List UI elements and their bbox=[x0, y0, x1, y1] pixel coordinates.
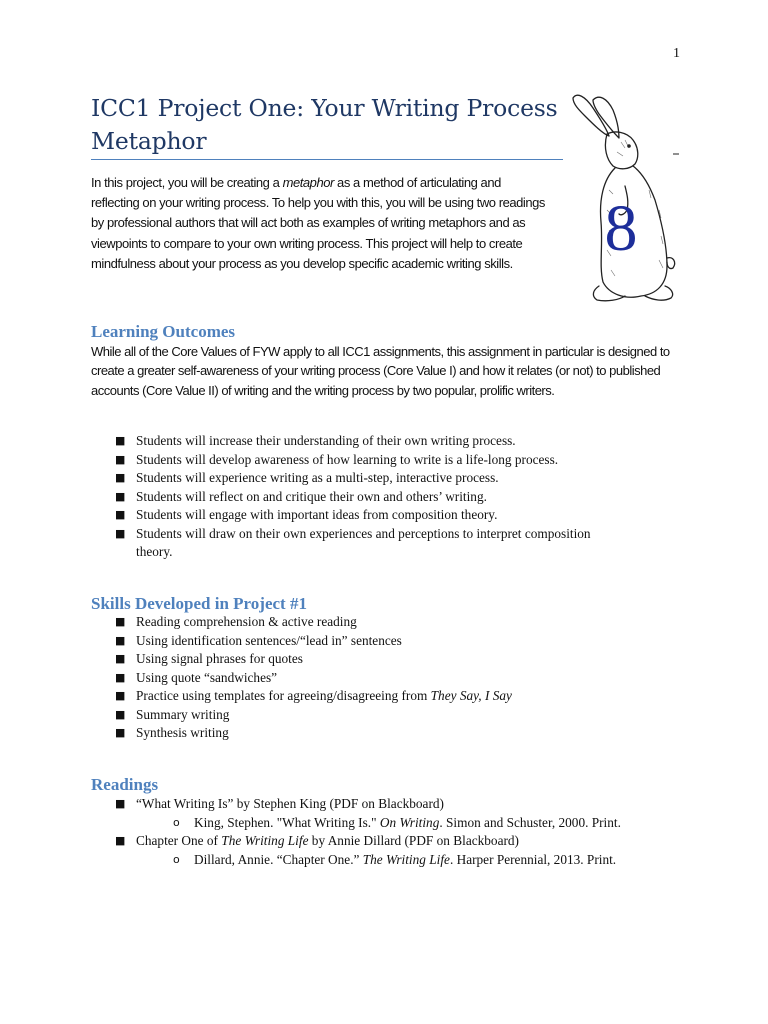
citation-list bbox=[136, 814, 715, 833]
skill-text: Using signal phrases for quotes bbox=[136, 651, 303, 666]
bullet-icon: ■ bbox=[115, 508, 126, 521]
outcome-text: Students will experience writing as a multi-step, interactive process. bbox=[136, 470, 499, 485]
bullet-icon: ■ bbox=[115, 452, 126, 466]
skill-text: Reading comprehension & active reading bbox=[136, 614, 357, 629]
list-item bbox=[115, 506, 615, 525]
citation-item bbox=[173, 851, 715, 870]
list-item bbox=[115, 488, 615, 507]
outcome-text: Students will develop awareness of how learning to write is a life-long process. bbox=[136, 451, 559, 467]
skill-text: Summary writing bbox=[136, 706, 230, 722]
citation-list bbox=[136, 851, 715, 870]
rabbit-ear-left bbox=[573, 95, 609, 136]
list-item bbox=[115, 432, 615, 451]
citation-book: On Writing bbox=[379, 814, 440, 830]
circle-bullet-icon: o bbox=[173, 815, 180, 829]
bullet-icon: ■ bbox=[115, 707, 126, 721]
bullet-icon: ■ bbox=[115, 689, 126, 702]
citation-text-after: . Simon and Schuster, 2000. Print. bbox=[439, 814, 621, 830]
reading-book: The Writing Life bbox=[221, 833, 309, 848]
citation-text-before: Dillard, Annie. “Chapter One.” bbox=[194, 851, 363, 867]
list-item bbox=[115, 469, 615, 488]
bullet-icon: ■ bbox=[115, 471, 126, 484]
learning-outcomes-paragraph: While all of the Core Values of FYW apply to all ICC1 assignments, this assignment in particular is designed to create a greater self-awareness of your writing process (Core Value I) and how it relates (or not) to published accounts (Core Value II) of writing and the writing process by two popular, prolific writers. bbox=[91, 344, 670, 398]
rabbit-number: 8 bbox=[604, 192, 638, 265]
list-item bbox=[115, 525, 615, 562]
skill-text: Using identification sentences/“lead in” sentences bbox=[136, 632, 402, 648]
bullet-icon: ■ bbox=[115, 834, 126, 847]
rabbit-head bbox=[605, 132, 637, 169]
readings-heading: Readings bbox=[91, 775, 159, 794]
intro-text-after: as a method of articulating and reflecting on your writing process. To help you with this, you will be using two readings by professional authors that will act both as examples of writing metaphors and as viewpoints to compare to your own writing process. This project will help to create mindfulness about your process as you develop specific academic writing skills. bbox=[91, 175, 545, 271]
list-item bbox=[115, 795, 715, 832]
skill-text: Using quote “sandwiches” bbox=[136, 669, 278, 685]
citation-text-after: . Harper Perennial, 2013. Print. bbox=[449, 851, 617, 867]
skill-templates-text: Practice using templates for agreeing/disagreeing from bbox=[136, 688, 431, 703]
bullet-icon: ■ bbox=[115, 652, 126, 665]
bullet-icon: ■ bbox=[115, 489, 126, 503]
outcome-text: Students will reflect on and critique their own and others’ writing. bbox=[136, 488, 487, 504]
list-item bbox=[115, 832, 715, 869]
reading-title: “What Writing Is” by Stephen King (PDF on Blackboard) bbox=[136, 796, 444, 811]
rabbit-foot-left bbox=[593, 286, 625, 301]
readings-list bbox=[115, 795, 715, 869]
circle-bullet-icon: o bbox=[173, 852, 180, 866]
rabbit-eye bbox=[627, 144, 631, 148]
skill-templates-book: They Say, I Say bbox=[430, 688, 512, 703]
page-number: 1 bbox=[673, 46, 680, 61]
intro-paragraph bbox=[91, 173, 551, 274]
skills-list bbox=[115, 613, 675, 743]
reading-before: Chapter One of bbox=[136, 833, 222, 848]
citation-item bbox=[173, 814, 715, 833]
outcome-text: Students will draw on their own experiences and perceptions to interpret composition theory. bbox=[136, 525, 591, 559]
list-item bbox=[115, 613, 675, 632]
bullet-icon: ■ bbox=[115, 615, 126, 628]
bullet-icon: ■ bbox=[115, 526, 126, 540]
list-item bbox=[115, 724, 675, 743]
rabbit-tail bbox=[667, 258, 675, 269]
intro-emphasis: metaphor bbox=[282, 175, 334, 190]
list-item bbox=[115, 632, 675, 651]
skill-text: Synthesis writing bbox=[136, 725, 229, 740]
skills-heading: Skills Developed in Project #1 bbox=[91, 594, 307, 613]
bullet-icon: ■ bbox=[115, 726, 126, 739]
reading-after: by Annie Dillard (PDF on Blackboard) bbox=[308, 833, 519, 848]
list-item bbox=[115, 451, 615, 470]
bullet-icon: ■ bbox=[115, 670, 126, 684]
bullet-icon: ■ bbox=[115, 797, 126, 810]
bullet-icon: ■ bbox=[115, 633, 126, 647]
list-item bbox=[115, 687, 675, 706]
list-item bbox=[115, 650, 675, 669]
learning-outcomes-heading: Learning Outcomes bbox=[91, 322, 236, 341]
citation-text-before: King, Stephen. "What Writing Is." bbox=[194, 814, 380, 830]
bullet-icon: ■ bbox=[115, 434, 126, 447]
outcome-text: Students will increase their understanding of their own writing process. bbox=[136, 433, 516, 448]
citation-book: The Writing Life bbox=[362, 851, 450, 867]
outcome-text: Students will engage with important ideas from composition theory. bbox=[136, 507, 498, 522]
rabbit-illustration bbox=[563, 90, 683, 308]
list-item bbox=[115, 669, 675, 688]
learning-outcomes-list bbox=[115, 432, 615, 562]
intro-text-before: In this project, you will be creating a bbox=[91, 175, 283, 190]
list-item bbox=[115, 706, 675, 725]
page-title: ICC1 Project One: Your Writing Process Metaphor bbox=[91, 92, 563, 160]
